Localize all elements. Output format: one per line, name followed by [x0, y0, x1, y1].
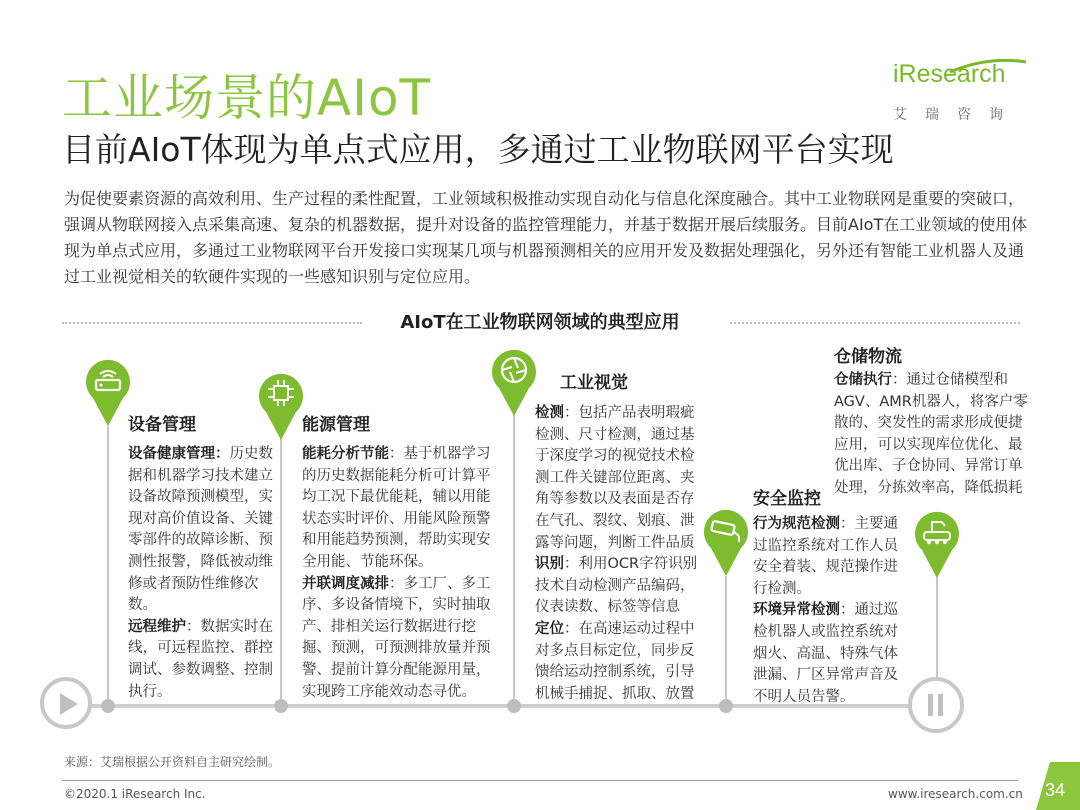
category-energy-body	[302, 444, 502, 703]
play-button[interactable]	[40, 677, 92, 729]
category-security-body	[753, 514, 905, 708]
copyright: ©2020.1 iResearch Inc.	[64, 787, 206, 801]
list-item	[535, 554, 707, 619]
page-subtitle: 目前AIoT体现为单点式应用，多通过工业物联网平台实现	[62, 130, 894, 169]
list-item	[535, 403, 707, 554]
security-camera-icon	[701, 506, 751, 578]
category-vision-title: 工业视觉	[560, 373, 628, 393]
source-note: 来源：艾瑞根据公开资料自主研究绘制。	[64, 755, 281, 769]
item-label: 识别	[535, 556, 564, 573]
item-label: 并联调度减排	[302, 575, 389, 592]
logo-swoosh-icon	[948, 58, 1028, 78]
timeline-stem	[725, 576, 727, 706]
timeline-node	[719, 699, 733, 713]
timeline-node	[101, 699, 115, 713]
item-text: ：利用OCR字符识别技术自动检测产品编码，仪表读数、标签等信息	[535, 556, 698, 616]
item-label: 能耗分析节能	[302, 446, 389, 462]
pause-button[interactable]	[908, 677, 964, 733]
category-warehouse-title: 仓储物流	[834, 347, 902, 367]
item-label: 检测	[535, 405, 564, 421]
play-icon	[56, 691, 80, 717]
logo-subtext: 艾瑞咨询	[893, 107, 1021, 123]
list-item	[128, 617, 274, 703]
item-label: 远程维护	[128, 618, 186, 635]
item-text: ：主要通过监控系统对工作人员安全着装、规范操作进行检测。	[753, 516, 898, 597]
logo-text: iResearch	[893, 60, 1006, 88]
item-label: 定位	[535, 620, 564, 637]
camera-aperture-icon	[489, 346, 539, 418]
category-vision-body	[535, 403, 707, 705]
list-item	[302, 444, 502, 574]
item-text: ：数据实时在线，可远程监控、群控调试、参数调整、控制执行。	[128, 618, 273, 700]
category-device-body	[128, 444, 274, 703]
router-icon	[83, 356, 133, 428]
item-text: ：通过仓储模型和AGV、AMR机器人，将客户零散的、突发性的需求形成便捷应用，可以实现库位优化、最优出库、子仓协同、异常订单处理，分拣效率高，降低损耗	[834, 372, 1028, 496]
list-item	[535, 619, 707, 705]
timeline-stem	[280, 426, 282, 706]
pause-icon	[926, 693, 946, 717]
intro-paragraph: 为促使要素资源的高效利用、生产过程的柔性配置，工业领域积极推动实现自动化与信息化深度融合。其中工业物联网是重要的突破口，强调从物联网接入点采集高速、复杂的机器数据，提升对设备的监控管理能力，并基于数据开展后续服务。目前AIoT在工业领域的使用体现为单点式应用，多通过工业物联网平台开发接口实现某几项与机器预测相关的应用开发及数据处理强化，另外还有智能工业机器人及通过工业视觉相关的软硬件实现的一些感知识别与定位应用。	[64, 189, 1028, 286]
timeline-node	[507, 699, 521, 713]
timeline-node	[274, 699, 288, 713]
page-title: 工业场景的AIoT	[62, 69, 432, 127]
item-text: ：基于机器学习的历史数据能耗分析可计算平均工况下最优能耗，辅以用能状态实时评价、用能风险预警和用能趋势预测，帮助实现安全用能、节能环保。	[302, 446, 491, 570]
footer-divider	[62, 780, 1018, 781]
timeline-stem	[936, 576, 938, 680]
page-number: 34	[1045, 780, 1066, 800]
timeline-stem	[107, 426, 109, 706]
iresearch-logo	[893, 60, 1033, 123]
section-divider-right	[730, 322, 1020, 324]
list-item	[128, 444, 274, 617]
agv-robot-icon	[912, 508, 962, 580]
list-item	[753, 514, 905, 600]
circuit-chip-icon	[256, 370, 306, 442]
category-security-title: 安全监控	[753, 489, 821, 509]
category-device-title: 设备管理	[128, 415, 196, 435]
list-item	[302, 574, 502, 704]
item-text: ：包括产品表明瑕疵检测、尺寸检测，通过基于深度学习的视觉技术检测工件关键部位距离、夹角等参数以及表面是否存在气孔、裂纹、划痕、泄露等问题，判断工件品质	[535, 405, 695, 551]
item-text: ：通过巡检机器人或监控系统对烟火、高温、特殊气体泄漏、厂区异常声音及不明人员告警。	[753, 602, 898, 705]
timeline-stem	[513, 400, 515, 706]
section-title: AIoT在工业物联网领域的典型应用	[400, 312, 680, 333]
list-item	[753, 600, 905, 708]
category-energy-title: 能源管理	[302, 415, 370, 435]
item-label: 环境异常检测	[753, 602, 840, 619]
item-label: 设备健康管理：	[128, 446, 230, 462]
item-text: 历史数据和机器学习技术建立设备故障预测模型，实现对高价值设备、关键零部件的故障诊断、预测性报警，降低被动维修或者预防性维修次数。	[128, 446, 273, 614]
item-label: 行为规范检测	[753, 516, 840, 532]
item-text: ：多工厂、多工序、多设备情境下，实时抽取产、排相关运行数据进行挖掘、预测，可预测排放量并预警、提前计算分配能源用量，实现跨工序能效动态寻优。	[302, 575, 491, 700]
category-warehouse-body	[834, 370, 1036, 500]
list-item	[834, 370, 1036, 500]
item-text: ：在高速运动过程中对多点目标定位，同步反馈给运动控制系统，引导机械手捕捉、抓取、放置	[535, 620, 695, 702]
item-label: 仓储执行	[834, 372, 892, 388]
website-link[interactable]: www.iresearch.com.cn	[888, 787, 1023, 801]
